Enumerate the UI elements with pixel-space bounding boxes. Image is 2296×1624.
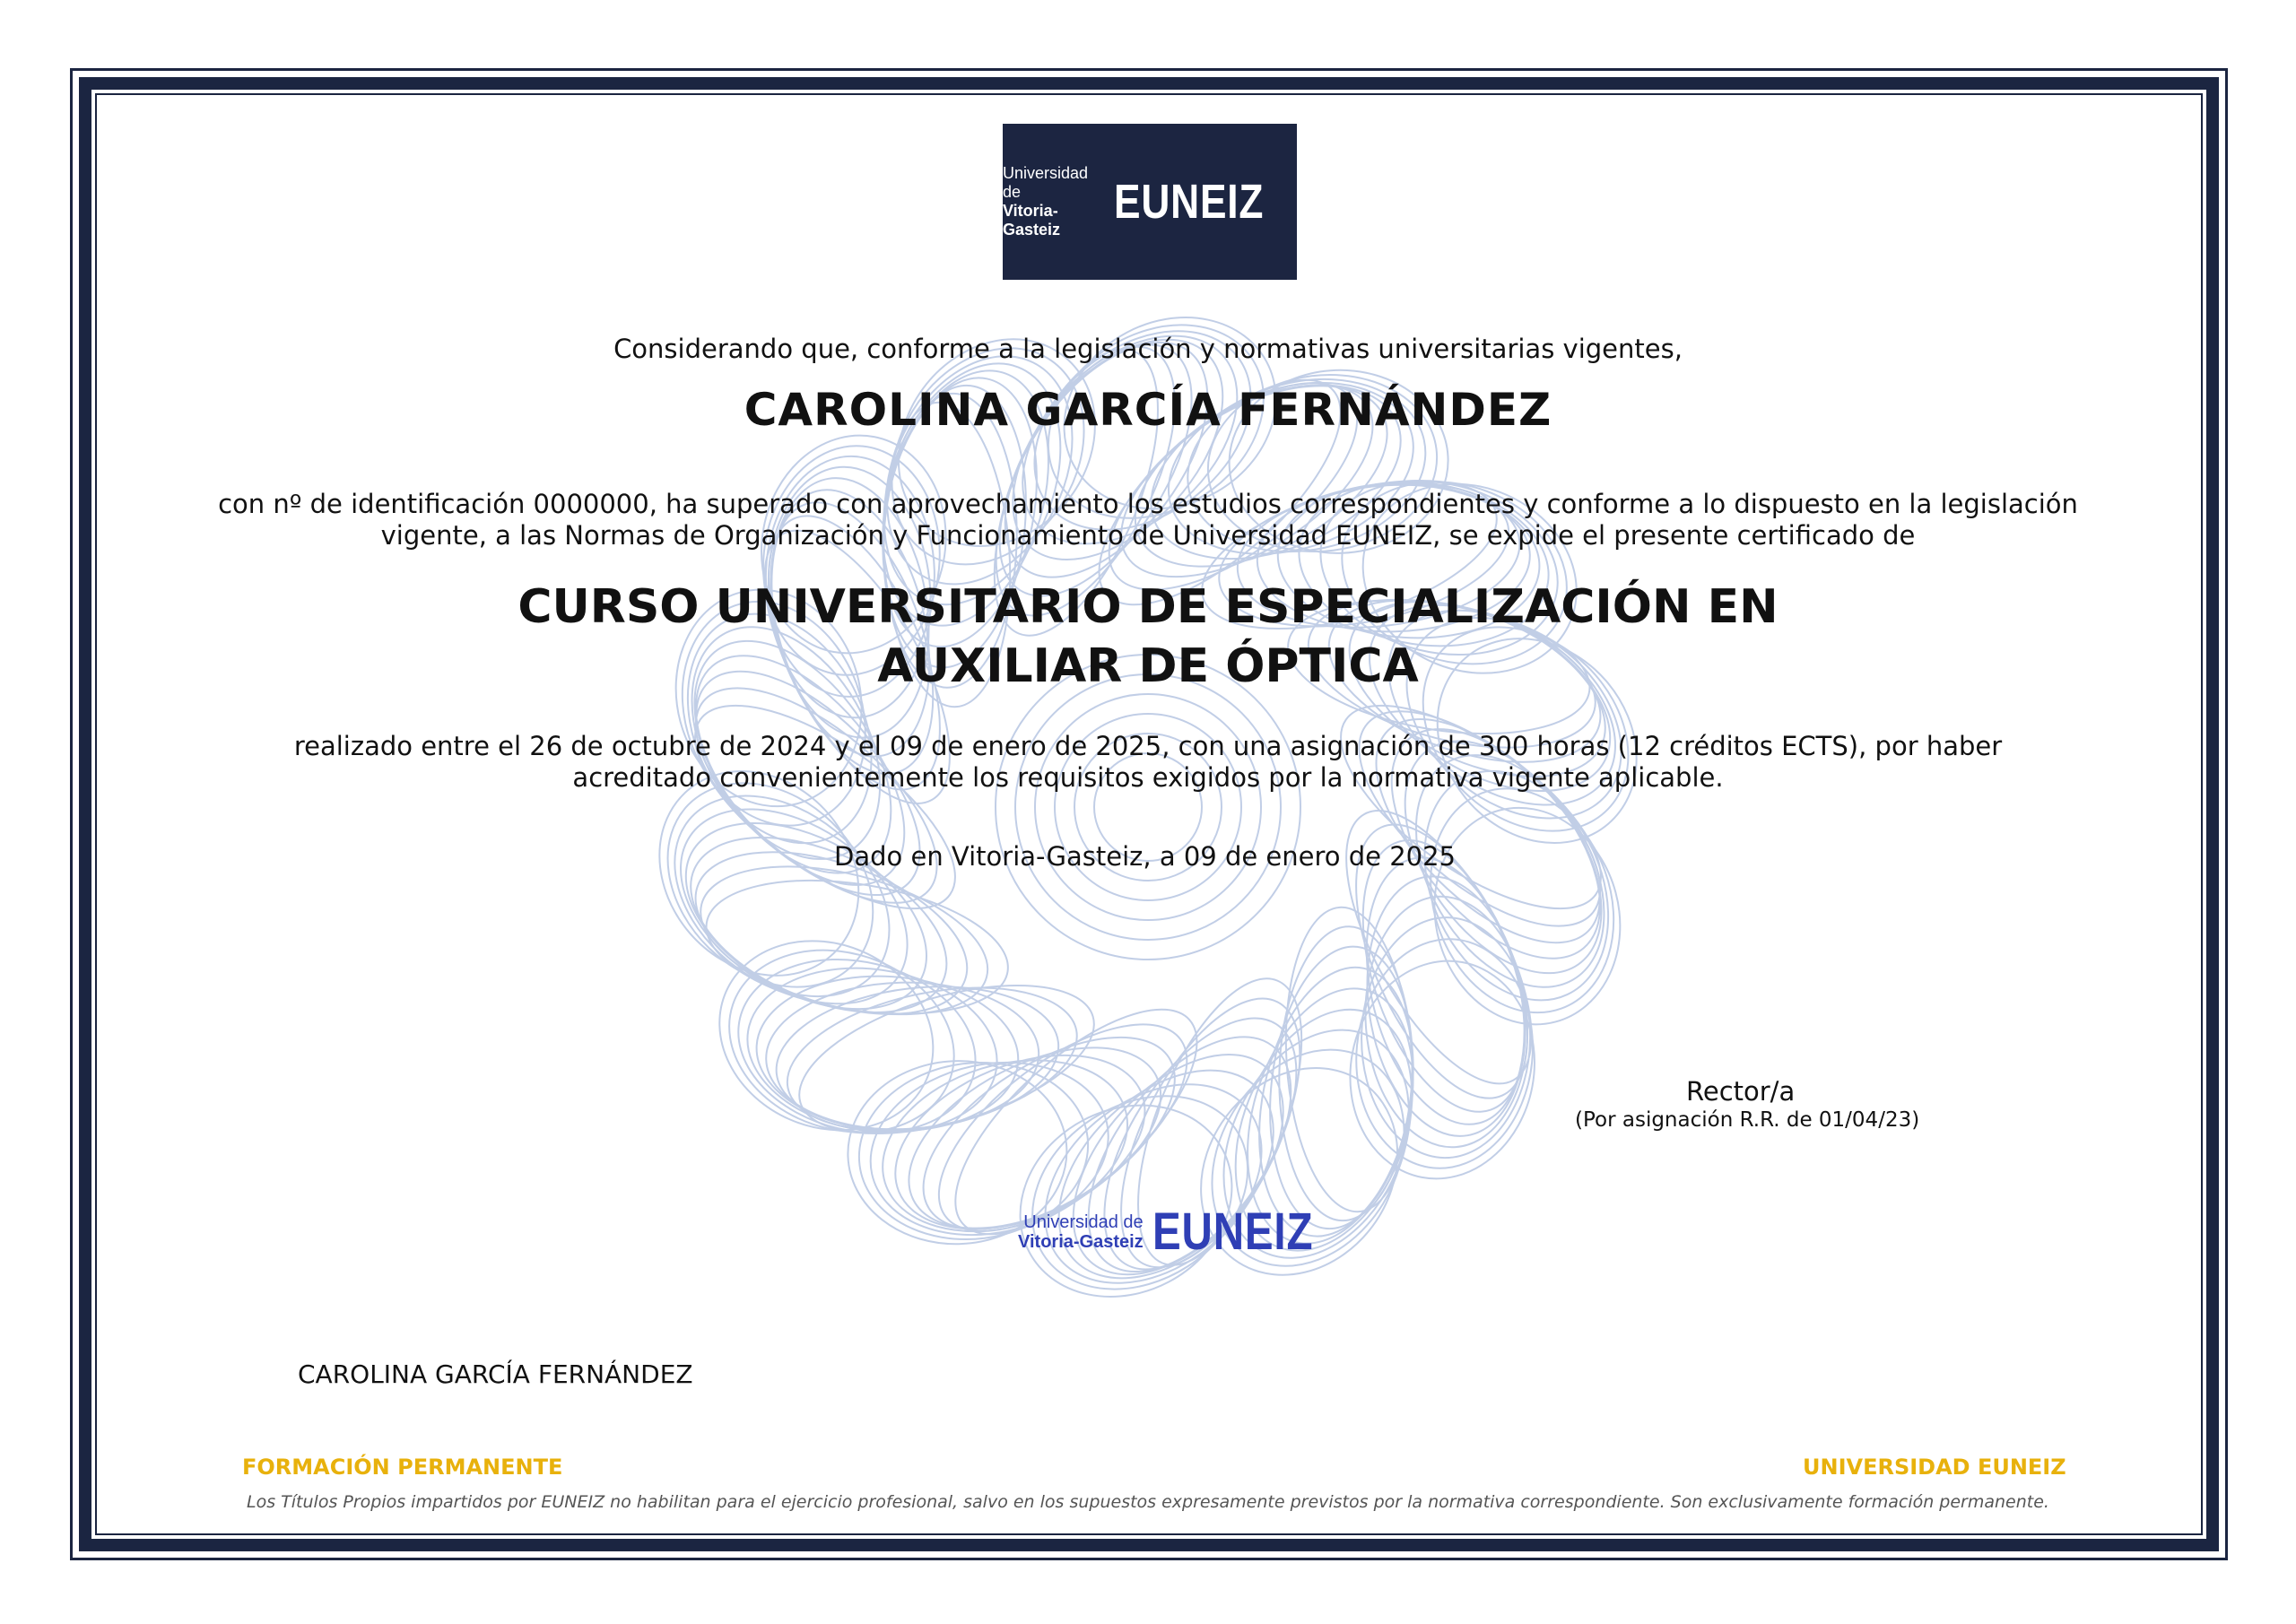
- recognition-paragraph: [0, 489, 2296, 551]
- logo-line-2: Vitoria-Gasteiz: [1003, 202, 1061, 239]
- issue-date: Dado en Vitoria-Gasteiz, a 09 de enero de 2025: [834, 841, 1456, 872]
- stamp-subtitle: [1018, 1212, 1144, 1252]
- recognition-line-2: vigente, a las Normas de Organización y Funcionamiento de Universidad EUNEIZ, se expide el presente certificado de: [380, 520, 1916, 551]
- intro-text: Considerando que, conforme a la legislación y normativas universitarias vigentes,: [613, 334, 1683, 364]
- logo-subtitle: [1003, 164, 1103, 239]
- course-details-line-1: realizado entre el 26 de octubre de 2024 y el 09 de enero de 2025, con una asignación de 300 horas (12 créditos ECTS), por haber: [293, 731, 2003, 761]
- signer-name: CAROLINA GARCÍA FERNÁNDEZ: [298, 1359, 693, 1389]
- student-name: CAROLINA GARCÍA FERNÁNDEZ: [744, 384, 1552, 436]
- course-details-paragraph: [0, 731, 2296, 794]
- stamp-brand: EUNEIZ: [1152, 1203, 1314, 1261]
- stamp-line-2: Vitoria-Gasteiz: [1018, 1231, 1144, 1252]
- footer-right-label: UNIVERSIDAD EUNEIZ: [1803, 1455, 2066, 1480]
- stamp-line-1: Universidad de: [1023, 1211, 1144, 1232]
- logo-line-1: Universidad de: [1003, 164, 1089, 201]
- footer-disclaimer: Los Títulos Propios impartidos por EUNEIZ no habilitan para el ejercicio profesional, salvo en los supuestos expresamente previstos por la normativa correspondiente. Son exclusivamente formación permanente.: [247, 1492, 2049, 1512]
- course-title-line-1: CURSO UNIVERSITARIO DE ESPECIALIZACIÓN EN: [517, 580, 1779, 634]
- footer-left-label: FORMACIÓN PERMANENTE: [242, 1455, 563, 1480]
- logo-brand: EUNEIZ: [1113, 175, 1265, 229]
- course-title-line-2: AUXILIAR DE ÓPTICA: [877, 639, 1419, 693]
- rector-title: Rector/a: [1686, 1076, 1796, 1107]
- certificate-inner-border: [95, 93, 2203, 1535]
- rector-appointment-note: (Por asignación R.R. de 01/04/23): [1575, 1108, 1920, 1132]
- recognition-line-1: con nº de identificación 0000000, ha superado con aprovechamiento los estudios correspondientes y conforme a lo dispuesto en la legislación: [218, 489, 2078, 519]
- course-details-line-2: acreditado convenientemente los requisitos exigidos por la normativa vigente aplicable.: [572, 762, 1724, 793]
- university-stamp: [1018, 1202, 1348, 1262]
- course-title: [0, 578, 2296, 696]
- university-logo: [1003, 124, 1297, 280]
